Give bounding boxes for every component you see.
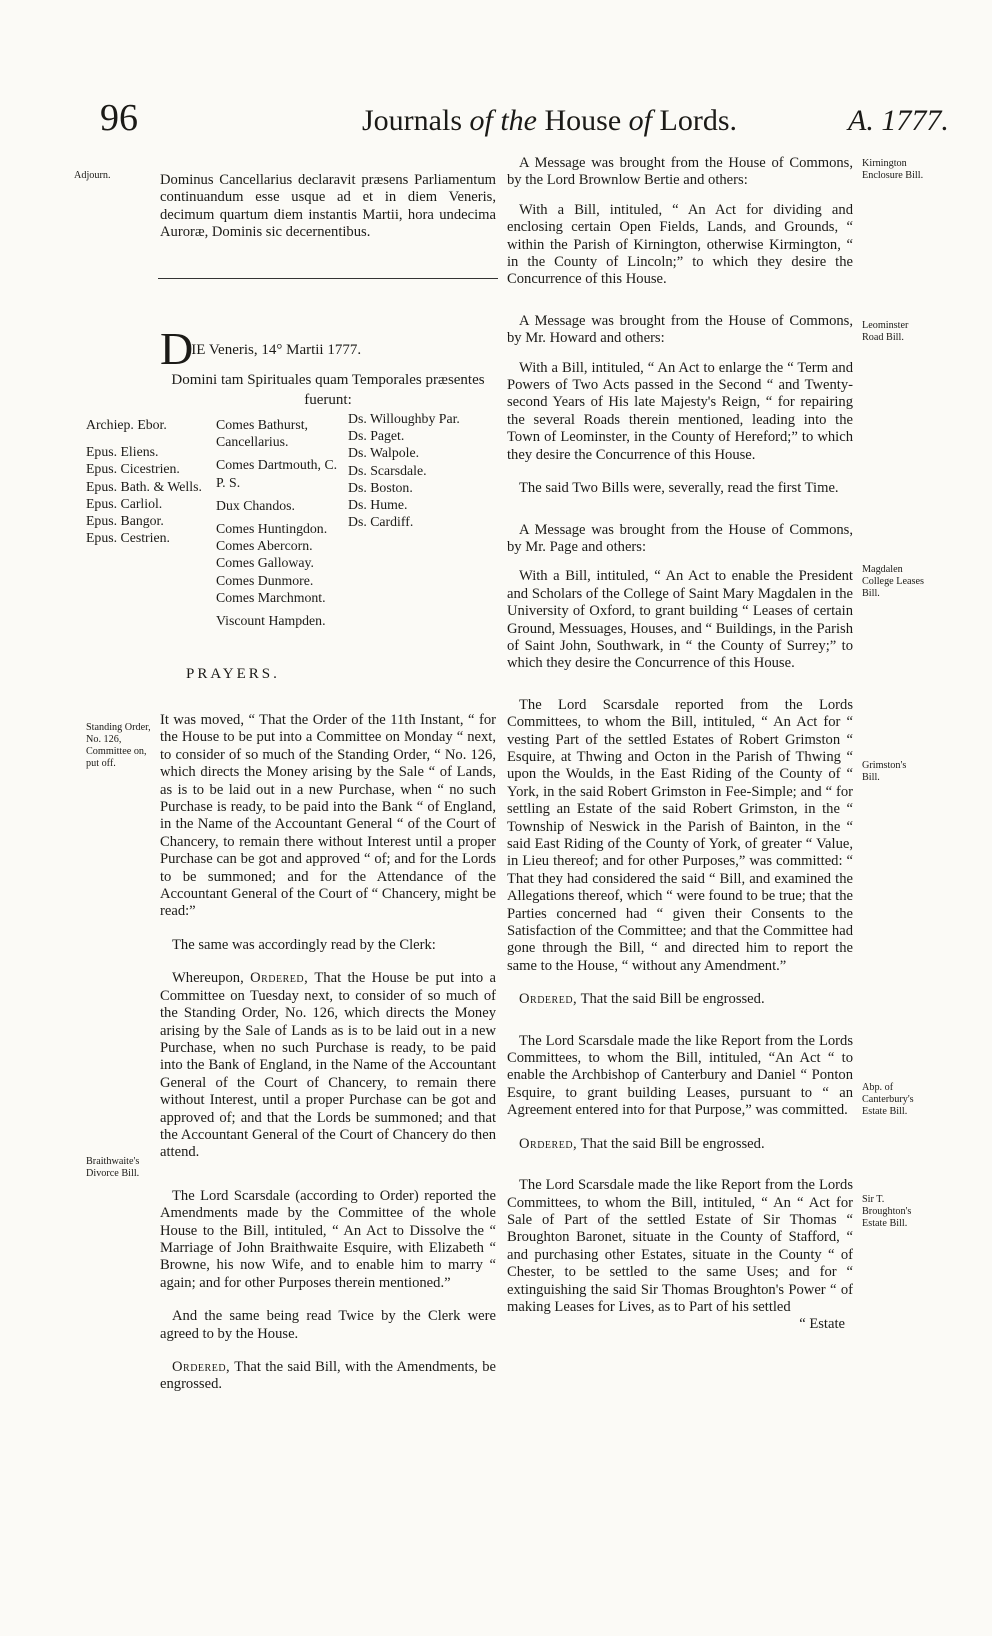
margin-note-braithwaite: Braithwaite's Divorce Bill. bbox=[86, 1156, 140, 1179]
section-divider bbox=[158, 278, 498, 279]
grimston-ordered bbox=[507, 991, 853, 1008]
whereupon-text: That the House be put into a Committee on Tuesday next, to consider of so much of the Standing Order, No. 126, which directs the Money arising by the Sale of Lands as is to be laid out in a new Purchase, when no such Purchase is ready, to be paid into the Bank of England, in the Name of the Accountant General of the Court of Chancery, to remain there without Interest, until a proper Purchase can be got and approved of; and that the Lords be summoned; and that the Accountant General of the Court of Chancery do then attend. bbox=[160, 970, 496, 1161]
roll-entry: Comes Marchmont. bbox=[216, 589, 326, 605]
drop-cap: D bbox=[160, 323, 192, 374]
roll-earls bbox=[216, 416, 350, 629]
title-word: House bbox=[544, 104, 622, 137]
margin-note-broughton: Sir T. Broughton's Estate Bill. bbox=[862, 1194, 912, 1229]
adjourn-text: Dominus Cancellarius declaravit præsens Parliamentum continuandum esse usque ad et in diem Veneris, decimum quartum diem instantis Martii, hora undecima Auroræ, Dominis sic decernentibus. bbox=[160, 172, 496, 241]
margin-note-magdalen: Magdalen College Leases Bill. bbox=[862, 564, 924, 599]
margin-note-kirnington: Kirnington Enclosure Bill. bbox=[862, 158, 924, 181]
roll-entry: Viscount Hampden. bbox=[216, 613, 326, 629]
right-body bbox=[507, 155, 853, 1334]
roll-entry: Epus. Cicestrien. bbox=[86, 461, 180, 477]
page-number: 96 bbox=[100, 97, 138, 139]
roll-entry: Epus. Bath. & Wells. bbox=[86, 478, 202, 494]
title-word: Lords. bbox=[659, 104, 737, 137]
roll-entry: Comes Dunmore. bbox=[216, 572, 314, 588]
message-leominster: A Message was brought from the House of Commons, by Mr. Howard and others: bbox=[507, 312, 853, 347]
braithwaite-report: The Lord Scarsdale (according to Order) reported the Amendments made by the Committee of the whole House to the Bill, intituled, “ An Act to Dissolve the “ Marriage of John Braithwaite Esquire, with Elizabeth “ Browne, his now Wife, and to enable him to marry “ again; and for other Purposes therein mentioned.” bbox=[160, 1187, 496, 1291]
message-kirnington: A Message was brought from the House of Commons, by the Lord Brownlow Bertie and others: bbox=[507, 155, 853, 189]
prayers-heading: PRAYERS. bbox=[186, 666, 280, 682]
roll-entry: Epus. Bangor. bbox=[86, 513, 164, 529]
roll-entry: Dux Chandos. bbox=[216, 497, 295, 513]
year: A. 1777. bbox=[848, 104, 949, 137]
read-by-clerk: The same was accordingly read by the Clerk: bbox=[172, 936, 436, 953]
braithwaite-ordered-text: That the said Bill, with the Amendments, be engrossed. bbox=[160, 1359, 496, 1393]
braithwaite-ordered bbox=[160, 1359, 496, 1394]
motion-paragraph: It was moved, “ That the Order of the 11th Instant, “ for the House to be put into a Committee on Monday “ next, to consider of so much of the Standing Order, “ No. 126, which directs the Money arising by the Sale “ of Lands, as is to be laid out in a new Purchase, when “ no such Purchase is ready, to be paid into the Bank “ of England, in the Name of the Accountant General “ of the Court of Chancery, to remain there without Interest until a proper Purchase can be got and approved “ of; and for the Lords to be summoned; and for the Attendance of the Accountant General of the Court of “ Chancery, might be read:” bbox=[160, 712, 496, 920]
roll-entry: Ds. Scarsdale. bbox=[348, 462, 427, 478]
roll-entry: Comes Abercorn. bbox=[216, 538, 313, 554]
day-heading bbox=[160, 322, 361, 375]
grimston-report: The Lord Scarsdale reported from the Lords Committees, to whom the Bill, intituled, “ An Act for “ vesting Part of the settled Estates of Robert Grimston “ Esquire, at Thwing and Octon in the Parish of Thwing “ upon the Woulds, in the East Riding of the County of “ York, in the said Robert Grimston in Fee-Simple; and “ for settling an Estate of the said Robert Grimston, in the “ Township of Neswick in the Parish of Bainton, in the “ said East Riding of the County of York, of greater “ Value, in Lieu thereof; and for other Purposes,” was committed: “ That they had considered the said “ Bill, and examined the Allegations thereof, which “ were found to be true; that the Parties concerned had “ given their Consents to the Satisfaction of the Committee; and that the Committee had gone through the Bill, “ and directed him to report the same to the House, “ without any Amendment.” bbox=[507, 696, 853, 974]
canterbury-report: The Lord Scarsdale made the like Report from the Lords Committees, to whom the Bill, intituled, “An Act “ to enable the Archbishop of Canterbury and Daniel “ Ponton Esquire, to grant building Leases, pursuant to “ an Agreement entered into for that Purpose,” was committed. bbox=[507, 1032, 853, 1119]
roll-entry: Ds. Walpole. bbox=[348, 445, 420, 461]
ordered-engrossed-text: That the said Bill be engrossed. bbox=[580, 1135, 765, 1152]
roll-entry: Ds. Willoughby Par. bbox=[348, 411, 460, 426]
bill-magdalen: With a Bill, intituled, “ An Act to enable the President and Scholars of the College of Saint Mary Magdalen in the University of Oxford, to grant building “ Leases of certain Ground, Messuages, Houses, and “ Buildings, in the Parish of Saint John, Southwark, in “ the County of Surrey;” to which they desire the Concurrence of this House. bbox=[507, 568, 853, 672]
margin-note-leominster: Leominster Road Bill. bbox=[862, 320, 909, 343]
left-body bbox=[160, 712, 496, 1394]
roll-entry: Comes Dartmouth, C. P. S. bbox=[216, 457, 338, 490]
title-word: of bbox=[628, 104, 652, 137]
catchword: “ Estate bbox=[799, 1316, 845, 1333]
braithwaite-agreed: And the same being read Twice by the Clerk were agreed to by the House. bbox=[160, 1308, 496, 1342]
attendance-heading: Domini tam Spirituales quam Temporales præsentes fuerunt: bbox=[171, 372, 485, 408]
whereupon-lead: Whereupon, bbox=[172, 970, 244, 987]
day-heading-text: IE Veneris, 14° Martii 1777. bbox=[191, 342, 362, 358]
roll-entry: Comes Bathurst, Cancellarius. bbox=[216, 417, 308, 450]
roll-barons bbox=[348, 410, 498, 530]
title-word: Journals bbox=[362, 104, 462, 137]
roll-entry: Epus. Eliens. bbox=[86, 444, 159, 460]
ordered-word: Ordered, bbox=[519, 991, 578, 1008]
margin-note-grimston: Grimston's Bill. bbox=[862, 760, 907, 783]
margin-note-standing-order: Standing Order, No. 126, Committee on, put off. bbox=[86, 722, 151, 769]
roll-entry: Comes Galloway. bbox=[216, 555, 314, 571]
ordered-engrossed-text: That the said Bill be engrossed. bbox=[580, 991, 765, 1008]
roll-entry: Ds. Boston. bbox=[348, 479, 413, 495]
two-bills-read: The said Two Bills were, severally, read the first Time. bbox=[519, 480, 839, 497]
roll-bishops bbox=[86, 416, 214, 546]
bill-leominster: With a Bill, intituled, “ An Act to enlarge the “ Term and Powers of Two Acts passed in the Second “ and Twenty-second Years of His late Majesty's Reign, “ for repairing the several Roads therein mentioned, leading into the Town of Leominster, in the County of Hereford;” to which they desire the Concurrence of this House. bbox=[507, 359, 853, 463]
running-title bbox=[362, 104, 737, 138]
ordered-word: Ordered, bbox=[250, 970, 309, 987]
title-word: of the bbox=[469, 104, 537, 137]
message-magdalen: A Message was brought from the House of Commons, by Mr. Page and others: bbox=[507, 521, 853, 555]
margin-note-adjourn: Adjourn. bbox=[74, 170, 111, 181]
canterbury-ordered bbox=[507, 1136, 853, 1153]
roll-entry: Ds. Cardiff. bbox=[348, 514, 414, 530]
roll-entry: Ds. Hume. bbox=[348, 497, 408, 513]
roll-entry: Archiep. Ebor. bbox=[86, 417, 167, 432]
ordered-word: Ordered, bbox=[172, 1359, 231, 1375]
ordered-word: Ordered, bbox=[519, 1135, 578, 1152]
roll-entry: Ds. Paget. bbox=[348, 428, 405, 444]
margin-note-abp-canterbury: Abp. of Canterbury's Estate Bill. bbox=[862, 1082, 914, 1117]
broughton-report: The Lord Scarsdale made the like Report from the Lords Committees, to whom the Bill, intituled, “ An “ Act for Sale of Part of the settled Estate of Sir Thomas “ Broughton Baronet, situate in the County of Stafford, “ and purchasing other Estates, situate in the County “ of Chester, to be settled to the same Uses; and for “ extinguishing the said Sir Thomas Broughton's Power “ of making Leases for Lives, as to Part of his settled bbox=[507, 1177, 853, 1315]
roll-entry: Comes Huntingdon. bbox=[216, 521, 328, 537]
roll-entry: Epus. Carliol. bbox=[86, 495, 163, 511]
bill-kirnington: With a Bill, intituled, “ An Act for dividing and enclosing certain Open Fields, Lands, and Grounds, “ within the Parish of Kirnington, otherwise Kirmington, “ in the County of Lincoln;” to which they desire the Concurrence of this House. bbox=[507, 201, 853, 288]
roll-entry: Epus. Cestrien. bbox=[86, 530, 170, 546]
whereupon-paragraph bbox=[160, 970, 496, 1161]
adjourn-paragraph bbox=[160, 172, 496, 242]
